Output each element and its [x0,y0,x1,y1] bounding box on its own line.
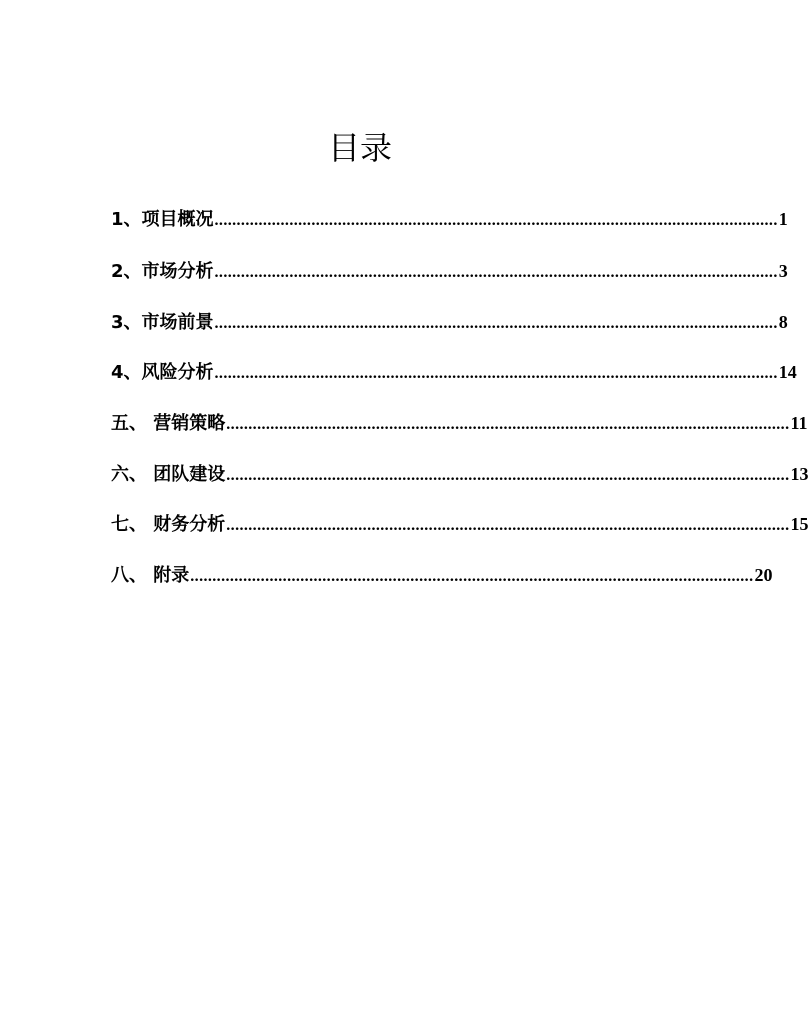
toc-entry-label: 五、 营销策略 [111,413,226,434]
toc-dot-leader: ................................................................................................................................ [214,365,778,382]
toc-page-number: 1 [778,209,788,229]
toc-entry-team-building[interactable] [111,460,808,486]
toc-entry-label: 六、 团队建设 [111,464,226,485]
toc-title: 目录 [327,129,392,167]
toc-dot-leader: ................................................................................................................................ [190,568,754,585]
toc-entry-label: 4、风险分析 [111,362,214,383]
toc-entry-label: 3、市场前景 [111,312,214,333]
toc-entry-marketing-strategy[interactable] [111,409,808,435]
toc-dot-leader: ................................................................................................................................ [214,264,778,281]
toc-page-number: 8 [778,312,788,332]
toc-dot-leader: ................................................................................................................................ [226,517,790,534]
toc-entry-label: 八、 附录 [111,565,190,586]
toc-dot-leader: ................................................................................................................................ [214,315,778,332]
toc-page-number: 13 [790,464,808,484]
toc-entry-financial-analysis[interactable] [111,510,808,536]
toc-entry-market-outlook[interactable] [111,308,788,334]
toc-entry-risk-analysis[interactable] [111,358,797,384]
toc-dot-leader: ................................................................................................................................ [226,467,790,484]
toc-dot-leader: ................................................................................................................................ [214,212,778,229]
toc-page-number: 14 [778,362,797,382]
toc-entry-label: 2、市场分析 [111,261,214,282]
toc-page-number: 15 [790,514,808,534]
toc-entry-project-overview[interactable] [111,205,788,231]
toc-entry-label: 七、 财务分析 [111,514,226,535]
toc-entry-appendix[interactable] [111,561,773,587]
toc-page-number: 20 [754,565,773,585]
toc-page-number: 3 [778,261,788,281]
toc-entry-label: 1、项目概况 [111,209,214,230]
toc-page-number: 11 [790,413,808,433]
toc-dot-leader: ................................................................................................................................ [226,416,790,433]
toc-entry-market-analysis[interactable] [111,257,788,283]
